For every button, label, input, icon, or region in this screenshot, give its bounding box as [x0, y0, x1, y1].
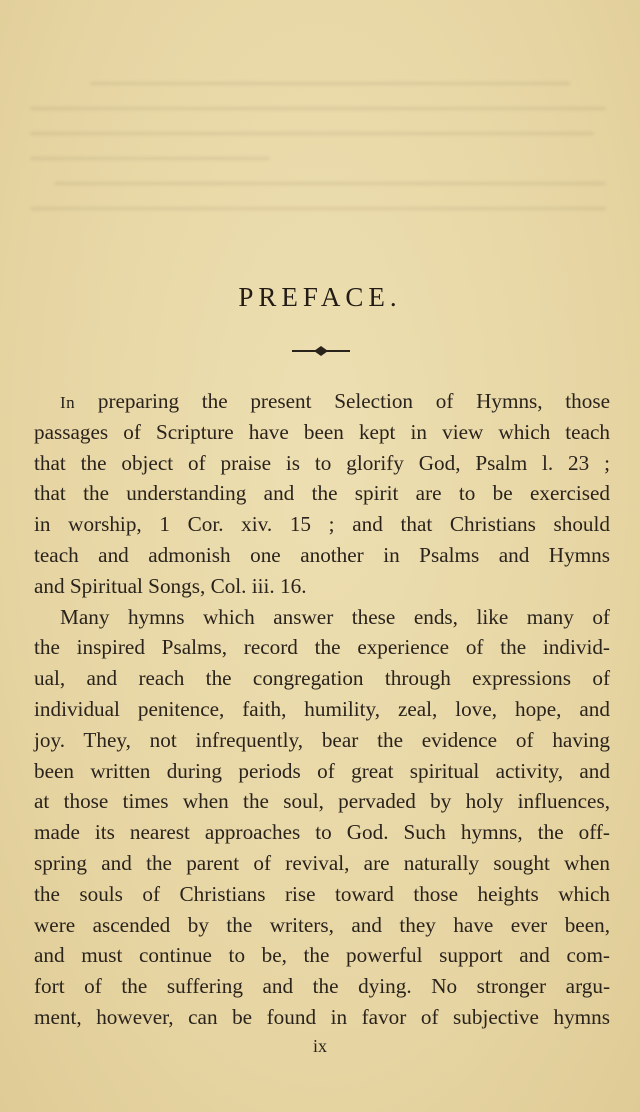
text-line: fort of the suffering and the dying. No stronger argu-	[34, 974, 610, 999]
preface-body	[34, 386, 610, 1033]
text-line: Many hymns which answer these ends, like many of	[60, 604, 610, 629]
text-line: ment, however, can be found in favor of subjective hymns	[34, 1004, 610, 1029]
text-line: and Spiritual Songs, Col. iii. 16.	[34, 573, 307, 598]
text-line: spring and the parent of revival, are naturally sought when	[34, 850, 610, 875]
text-line: that the understanding and the spirit are to be exercised	[34, 481, 610, 506]
text-line: were ascended by the writers, and they have ever been,	[34, 912, 610, 937]
text-line: the inspired Psalms, record the experience of the individ-	[34, 635, 610, 660]
text-line: in worship, 1 Cor. xiv. 15 ; and that Christians should	[34, 512, 610, 537]
text-line: that the object of praise is to glorify God, Psalm l. 23 ;	[34, 450, 610, 475]
small-caps-opening: In	[60, 393, 76, 412]
text-line: been written during periods of great spiritual activity, and	[34, 758, 610, 783]
text-line: and must continue to be, the powerful support and com-	[34, 943, 610, 968]
text-line: joy. They, not infrequently, bear the evidence of having	[34, 727, 610, 752]
text-line: In preparing the present Selection of Hymns, those	[60, 389, 610, 413]
arrow-rule-ornament	[290, 345, 352, 357]
text-line: the souls of Christians rise toward those heights which	[34, 881, 610, 906]
text-line: teach and admonish one another in Psalms and Hymns	[34, 542, 610, 567]
text-line: ual, and reach the congregation through expressions of	[34, 666, 610, 691]
page-title: PREFACE.	[238, 282, 402, 312]
text-line: individual penitence, faith, humility, zeal, love, hope, and	[34, 696, 610, 721]
text-line: made its nearest approaches to God. Such hymns, the off-	[34, 820, 610, 845]
page-number: ix	[312, 1036, 327, 1056]
text-line: at those times when the soul, pervaded by holy influences,	[34, 789, 610, 814]
text-line: passages of Scripture have been kept in view which teach	[34, 419, 610, 444]
show-through-text	[30, 60, 630, 260]
